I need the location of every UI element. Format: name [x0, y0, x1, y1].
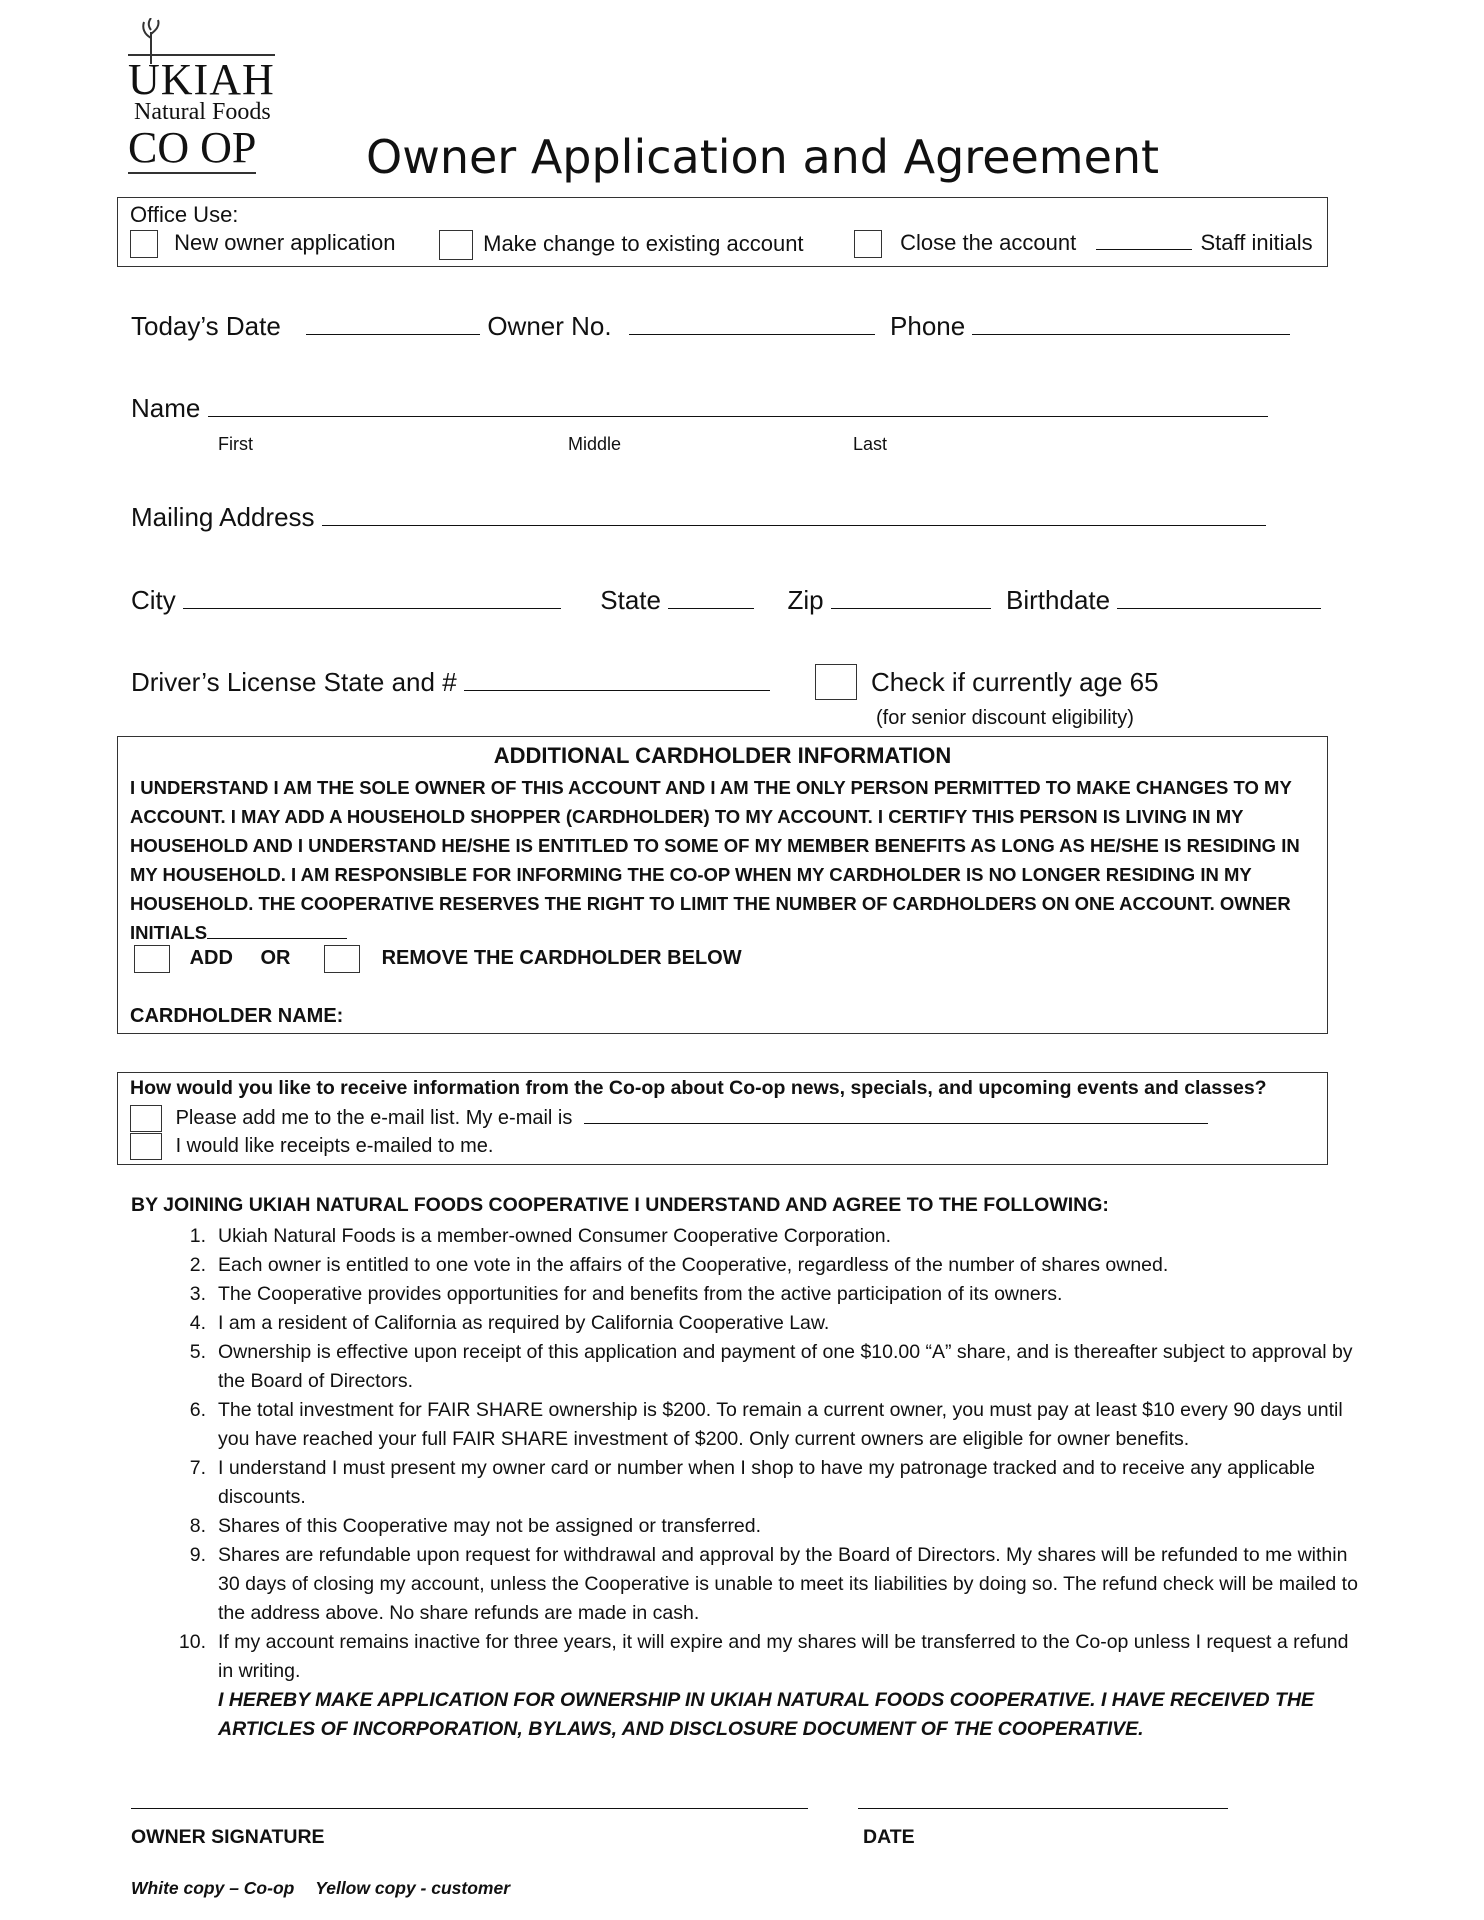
owner-initials-label: INITIALS	[130, 922, 208, 943]
agreement-item	[189, 1454, 1368, 1512]
cardholder-terms-line: MY HOUSEHOLD. I AM RESPONSIBLE FOR INFORMING THE CO-OP WHEN MY CARDHOLDER IS NO LONGER RESIDING IN MY	[130, 864, 1252, 885]
owner-initials-line[interactable]	[207, 937, 347, 939]
page-title: Owner Application and Agreement	[366, 130, 1160, 184]
drivers-license-line[interactable]	[464, 689, 770, 691]
office-use-label: Office Use:	[130, 202, 239, 227]
drivers-license-label: Driver’s License State and #	[131, 667, 457, 697]
agreement-item-text: I am a resident of California as required by California Cooperative Law.	[218, 1312, 830, 1334]
make-change-label: Make change to existing account	[483, 230, 804, 256]
email-line[interactable]	[584, 1122, 1208, 1124]
agreement-item-text: Shares of this Cooperative may not be assigned or transferred.	[218, 1515, 762, 1537]
birthdate-label: Birthdate	[1006, 585, 1111, 615]
logo-text-coop: CO OP	[128, 123, 257, 172]
date-label: DATE	[863, 1826, 915, 1848]
new-owner-checkbox[interactable]	[130, 230, 158, 258]
cardholder-name-label: CARDHOLDER NAME:	[130, 1005, 344, 1027]
todays-date-label: Today’s Date	[131, 311, 281, 341]
zip-line[interactable]	[831, 607, 991, 609]
email-list-label: Please add me to the e-mail list. My e-mail is	[175, 1106, 573, 1129]
agreement-item-number: 8.	[189, 1515, 206, 1537]
zip-label: Zip	[787, 585, 824, 615]
mailing-address-label: Mailing Address	[131, 502, 315, 532]
agreement-item	[189, 1541, 1368, 1628]
name-last-label: Last	[853, 434, 888, 454]
close-account-checkbox[interactable]	[854, 230, 882, 258]
agreement-item-text: Ownership is effective upon receipt of this application and payment of one $10.00 “A” share, and is thereafter subject to approval by the Board of Directors.	[218, 1341, 1353, 1392]
cardholder-terms-line: I UNDERSTAND I AM THE SOLE OWNER OF THIS ACCOUNT AND I AM THE ONLY PERSON PERMITTED TO MAKE CHANGES TO MY	[130, 777, 1292, 798]
contact-question: How would you like to receive information from the Co-op about Co-op news, specials, and upcoming events and classes?	[130, 1077, 1267, 1099]
owner-no-line[interactable]	[629, 333, 875, 335]
staff-initials-label: Staff initials	[1200, 230, 1313, 255]
agreement-item	[189, 1396, 1368, 1454]
phone-line[interactable]	[972, 333, 1290, 335]
name-middle-label: Middle	[568, 434, 622, 454]
agreement-item-number: 10.	[178, 1631, 206, 1653]
white-copy-note: White copy – Co-op	[131, 1878, 295, 1898]
name-first-label: First	[218, 434, 253, 454]
age65-checkbox[interactable]	[815, 664, 857, 700]
or-label: OR	[260, 947, 291, 970]
todays-date-line[interactable]	[306, 333, 480, 335]
mailing-address-line[interactable]	[322, 524, 1266, 526]
email-receipts-checkbox[interactable]	[130, 1133, 162, 1160]
state-label: State	[600, 585, 661, 615]
agreement-item-number: 7.	[189, 1457, 206, 1479]
agreement-heading: BY JOINING UKIAH NATURAL FOODS COOPERATIVE I UNDERSTAND AND AGREE TO THE FOLLOWING:	[131, 1194, 1109, 1216]
make-change-checkbox[interactable]	[439, 230, 473, 260]
owner-no-label: Owner No.	[487, 311, 612, 341]
birthdate-line[interactable]	[1117, 607, 1321, 609]
agreement-item-text: Each owner is entitled to one vote in the affairs of the Cooperative, regardless of the number of shares owned.	[218, 1254, 1169, 1276]
add-label: ADD	[189, 947, 233, 970]
email-list-checkbox[interactable]	[130, 1105, 162, 1132]
agreement-item-text: Shares are refundable upon request for withdrawal and approval by the Board of Directors. My shares will be refunded to me within 30 days of closing my account, unless the Cooperative is unable to meet its liabilities by doing so. The refund check will be mailed to the address above. No share refunds are made in cash.	[218, 1544, 1358, 1624]
agreement-list	[176, 1222, 1368, 1744]
agreement-item-number: 5.	[189, 1341, 206, 1363]
contact-preference-box	[117, 1072, 1328, 1165]
new-owner-label: New owner application	[174, 230, 396, 255]
agreement-item	[189, 1309, 1368, 1338]
agreement-item-text: Ukiah Natural Foods is a member-owned Consumer Cooperative Corporation.	[218, 1225, 892, 1247]
agreement-item-number: 4.	[189, 1312, 206, 1334]
agreement-item	[178, 1628, 1368, 1686]
age65-note: (for senior discount eligibility)	[876, 707, 1134, 729]
cardholder-terms	[130, 773, 1300, 947]
cardholder-terms-line: HOUSEHOLD. THE COOPERATIVE RESERVES THE RIGHT TO LIMIT THE NUMBER OF CARDHOLDERS ON ONE ACCOUNT. OWNER	[130, 893, 1291, 914]
remove-cardholder-checkbox[interactable]	[324, 945, 360, 973]
state-line[interactable]	[668, 607, 754, 609]
close-account-label: Close the account	[900, 230, 1077, 255]
cardholder-heading: ADDITIONAL CARDHOLDER INFORMATION	[493, 743, 952, 768]
agreement-item-text: The total investment for FAIR SHARE ownership is $200. To remain a current owner, you must pay at least $10 every 90 days until you have reached your full FAIR SHARE investment of $200. Only current owners are eligible for owner benefits.	[218, 1399, 1343, 1450]
cardholder-terms-line: ACCOUNT. I MAY ADD A HOUSEHOLD SHOPPER (CARDHOLDER) TO MY ACCOUNT. I CERTIFY THIS PERSON IS LIVING IN MY	[130, 806, 1244, 827]
cardholder-box	[117, 736, 1328, 1034]
agreement-item-number: 9.	[189, 1544, 206, 1566]
email-receipts-label: I would like receipts e-mailed to me.	[175, 1134, 494, 1157]
agreement-item	[189, 1222, 1368, 1251]
agreement-item-number: 1.	[189, 1225, 206, 1247]
agreement-item-text: The Cooperative provides opportunities for and benefits from the active participation of its owners.	[218, 1283, 1063, 1305]
agreement-item	[189, 1512, 1368, 1541]
agreement-item-number: 6.	[189, 1399, 206, 1421]
name-label: Name	[131, 393, 201, 423]
office-use-box	[117, 197, 1328, 267]
coop-logo	[128, 18, 278, 178]
add-cardholder-checkbox[interactable]	[134, 945, 170, 973]
logo-text-natural-foods: Natural Foods	[134, 99, 271, 125]
cardholder-terms-line: HOUSEHOLD AND I UNDERSTAND HE/SHE IS ENTITLED TO SOME OF MY MEMBER BENEFITS AS LONG AS HE/SHE IS RESIDING IN	[130, 835, 1300, 856]
agreement-item-number: 2.	[189, 1254, 206, 1276]
staff-initials-line[interactable]	[1096, 248, 1192, 250]
owner-signature-line[interactable]	[131, 1808, 808, 1809]
agreement-item	[189, 1280, 1368, 1309]
agreement-item-text: I understand I must present my owner card or number when I shop to have my patronage tracked and to receive any applicable discounts.	[218, 1457, 1315, 1508]
agreement-declaration: I HEREBY MAKE APPLICATION FOR OWNERSHIP IN UKIAH NATURAL FOODS COOPERATIVE. I HAVE RECEIVED THE ARTICLES OF INCORPORATION, BYLAWS, AND DISCLOSURE DOCUMENT OF THE COOPERATIVE.	[218, 1689, 1315, 1740]
city-line[interactable]	[183, 607, 561, 609]
remove-label: REMOVE THE CARDHOLDER BELOW	[381, 947, 742, 970]
agreement-item	[189, 1251, 1368, 1280]
phone-label: Phone	[890, 311, 966, 341]
owner-signature-label: OWNER SIGNATURE	[131, 1826, 325, 1848]
agreement-item-text: If my account remains inactive for three years, it will expire and my shares will be transferred to the Co-op unless I request a refund in writing.	[218, 1631, 1349, 1682]
logo-text-ukiah: UKIAH	[128, 55, 275, 104]
city-label: City	[131, 585, 176, 615]
date-signature-line[interactable]	[858, 1808, 1228, 1809]
agreement-item	[189, 1338, 1368, 1396]
name-line[interactable]	[208, 415, 1268, 417]
yellow-copy-note: Yellow copy - customer	[315, 1878, 511, 1898]
agreement-item-number: 3.	[189, 1283, 206, 1305]
age65-label: Check if currently age 65	[871, 667, 1159, 697]
